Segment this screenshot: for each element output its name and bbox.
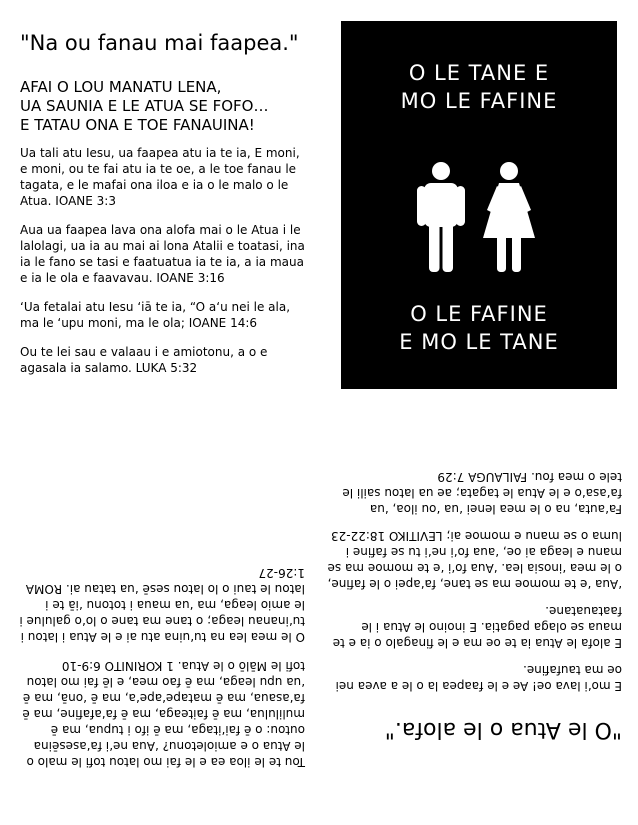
scripture-paragraph: E mo‘i lava oe! Ae e le faapea la o le a avea nei oe ma taufafine. (335, 663, 622, 693)
scripture-paragraph: E alofa le Atua ia te oe ma e le finagalo o ia e te maua se olaga pagatia. E inoino le Atua i le faatauatane. (332, 604, 622, 650)
scripture-paragraph: Aua ua faapea lava ona alofa mai o le Atua i le lalolagi, ua ia au mai ai lona Atalii e toatasi, ina ia le fano se tasi e faatuatua ia te ia, a ia maua e ia le ola e faavavau. IOANE 3:16 (20, 223, 305, 285)
scripture-paragraph: Fa‘auta, na o le mea lenei ‘ua ‘ou iloa, ‘ua fa‘asa‘o e le Atua le tagata; ae ua latou saili le tele o mea fou. FAILAUGA 7:29 (342, 470, 622, 516)
cover-heading-bottom (341, 300, 617, 356)
restroom-icons (417, 162, 541, 274)
cover-line: O LE FAFINE (410, 302, 548, 326)
cover-line: E MO LE TANE (399, 330, 559, 354)
scripture-paragraph: O le mea lea na tu‘uina atu ai e le Atua i latou i tu‘inanau leaga; o tane ma tane o lo‘o galulue i le amio leaga, ma ‘ua maua i totonu ‘iā te i latou le taui o lo latou sesē ‘ua tatau ai. ROMA 1:26-27 (19, 566, 305, 644)
subtitle-line: AFAI O LOU MANATU LENA, (20, 78, 222, 96)
flipped-right-panel (322, 458, 622, 742)
scripture-paragraph: ‘Aua ‘e te momoe ma se tane, fa‘apei o le fafine, o le mea ‘inosia lea. ‘Aua fo‘i ‘e te momoe ma se manu e leaga ai oe, ‘aua fo‘i ne‘i tu se fafine i luma o se manu e momoe ai; LEVITIKO 18:22-23 (327, 529, 622, 591)
subtitle (20, 78, 305, 135)
panel-title: "O le Atua o le alofa." (384, 717, 622, 742)
left-tract-panel (20, 30, 305, 389)
panel-title: "Na ou fanau mai faapea." (20, 31, 299, 55)
scripture-paragraph: Tou te le iloa ea e le fai mo latou tofi le malo o le Atua o e amioletonu? ‘Aua ne‘i fa‘asesēina outou: o ē fai‘itaga, ma ē ifo i tupua, ma ē mulilulua, ma ē faiteaga, ma ē fa‘afafine, ma ē fa‘asaua, ma ē matape‘ape‘a, ma ē ‘onā, ma ē ‘ua upu leaga, ma ē fao mea, e lē fai mo latou tofi le Mālō o le Atua. 1 KORINITO 6:9-10 (22, 659, 305, 769)
woman-icon (483, 162, 535, 272)
cover-line: MO LE FAFINE (400, 89, 558, 113)
scripture-paragraph: ‘Ua fetalai atu Iesu ‘iā te ia, “O a‘u nei le ala, ma le ‘upu moni, ma le ola; IOANE 14:6 (20, 300, 291, 330)
flipped-left-panel (15, 552, 305, 770)
subtitle-line: E TATAU ONA E TOE FANAUINA! (20, 116, 255, 134)
cover-line: O LE TANE E (408, 61, 550, 85)
scripture-paragraph: Ou te lei sau e valaau i e amiotonu, a o e agasala ia salamo. LUKA 5:32 (20, 345, 268, 375)
man-icon (417, 162, 465, 272)
cover-panel (341, 21, 617, 389)
scripture-paragraph: Ua tali atu Iesu, ua faapea atu ia te ia, E moni, e moni, ou te fai atu ia te oe, a le toe fanau le tagata, e le mafai ona iloa e ia o le malo o le Atua. IOANE 3:3 (20, 146, 300, 208)
subtitle-line: UA SAUNIA E LE ATUA SE FOFO… (20, 97, 269, 115)
cover-heading-top (341, 59, 617, 115)
